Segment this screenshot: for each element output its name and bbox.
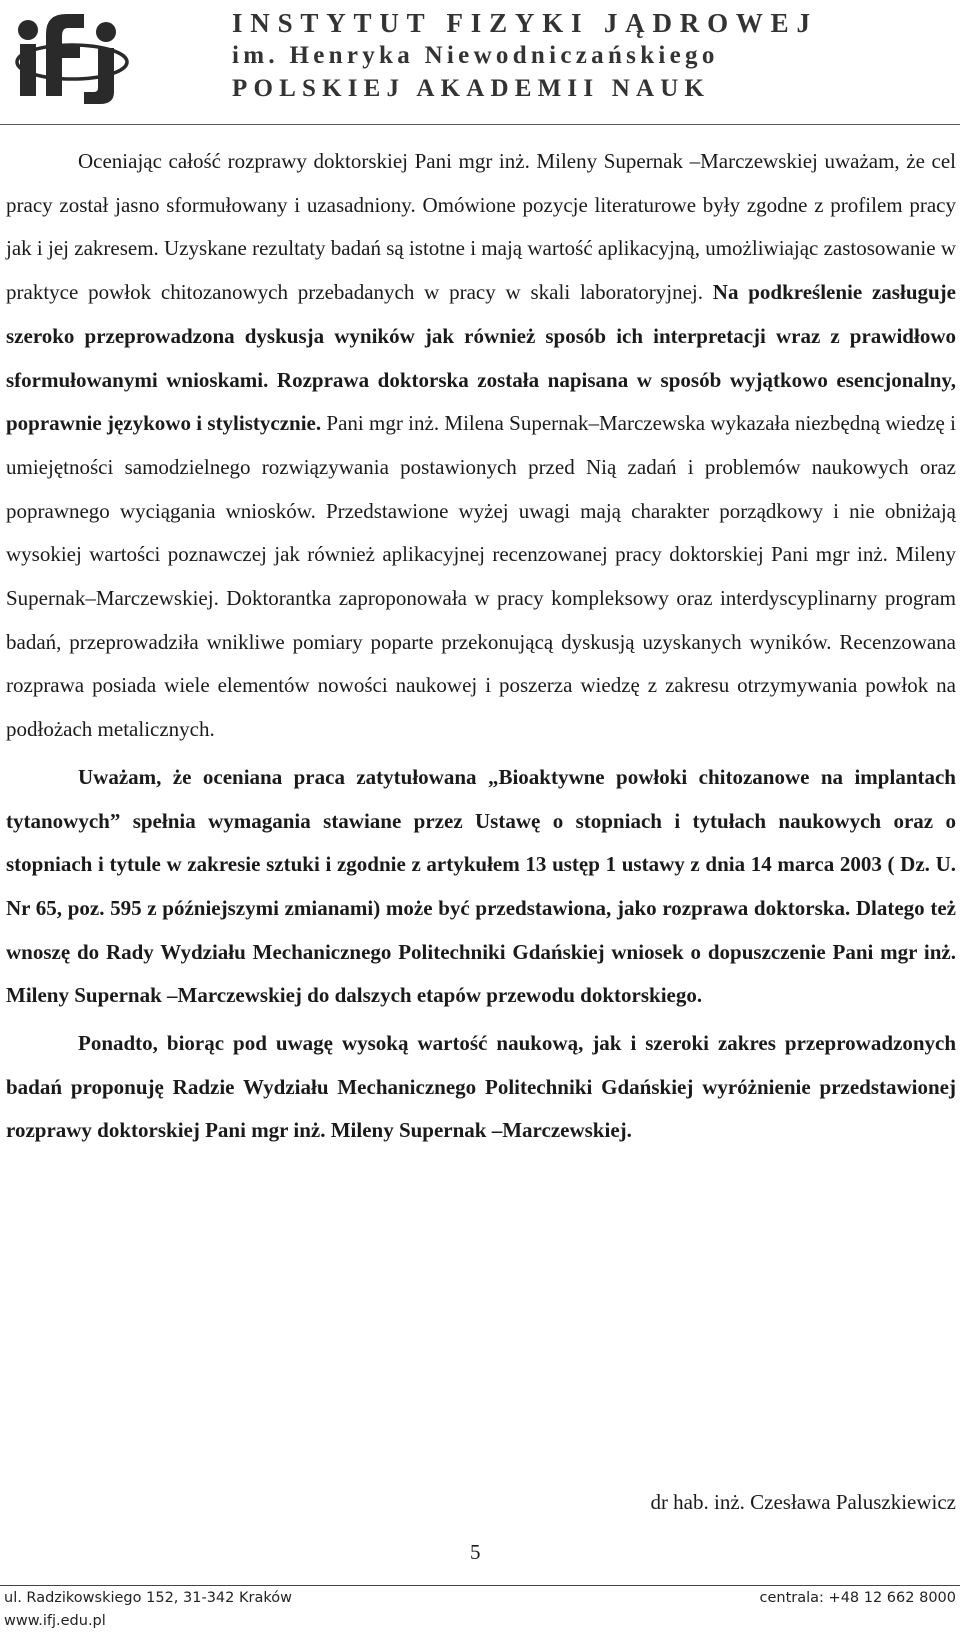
page-number: 5: [470, 1540, 481, 1564]
footer-address: ul. Radzikowskiego 152, 31-342 Kraków: [4, 1590, 292, 1606]
paragraph-assessment-part2: Pani mgr inż. Milena Supernak–Marczewska wykazała niezbędną wiedzę i umiejętności samodzielnego rozwiązywania postawionych przed Nią zadań i problemów naukowych oraz poprawnego wyciągania wniosków. Przedstawione wyżej uwagi mają charakter porządkowy i nie obniżają wysokiej wartości poznawczej jak również aplikacyjnej recenzowanej pracy doktorskiej Pani mgr inż. Mileny Supernak–Marczewskiej. Doktorantka zaproponowała w pracy kompleksowy oraz interdyscyplinarny program badań, przeprowadziła wnikliwe pomiary poparte przekonującą dyskusją uzyskanych wyników. Recenzowana rozprawa posiada wiele elementów nowości naukowej i poszerza wiedzę z zakresu otrzymywania powłok na podłożach metalicznych.: [6, 411, 956, 742]
letterhead: [0, 0, 960, 130]
paragraph-conclusion: [6, 756, 956, 1018]
letter-body: [6, 140, 956, 1153]
paragraph-distinction-text: Ponadto, biorąc pod uwagę wysoką wartość naukową, jak i szeroki zakres przeprowadzonych badań proponuję Radzie Wydziału Mechanicznego Politechniki Gdańskiej wyróżnienie przedstawionej rozprawy doktorskiej Pani mgr inż. Mileny Supernak –Marczewskiej.: [6, 1031, 956, 1143]
paragraph-assessment-part1: Oceniając całość rozprawy doktorskiej Pani mgr inż. Mileny Supernak –Marczewskiej uważam, że cel pracy został jasno sformułowany i uzasadniony. Omówione pozycje literaturowe były zgodne z profilem pracy jak i jej zakresem. Uzyskane rezultaty badań są istotne i mają wartość aplikacyjną, umożliwiając zastosowanie w praktyce powłok chitozanowych przebadanych w pracy w skali laboratoryjnej.: [6, 149, 956, 305]
paragraph-assessment-bold: Na podkreślenie zasługuje szeroko przeprowadzona dyskusja wyników jak również sposób ich interpretacji wraz z prawidłowo sformułowanymi wnioskami. Rozprawa doktorska została napisana w sposób wyjątkowo esencjonalny, poprawnie językowo i stylistycznie.: [6, 280, 956, 436]
footer-phone: centrala: +48 12 662 8000: [759, 1590, 956, 1606]
footer-divider: [0, 1585, 960, 1586]
header-divider: [0, 124, 960, 125]
paragraph-distinction: [6, 1022, 956, 1153]
institute-academy: POLSKIEJ AKADEMII NAUK: [232, 75, 711, 102]
paragraph-conclusion-text: Uważam, że oceniana praca zatytułowana „Bioaktywne powłoki chitozanowe na implantach tytanowych” spełnia wymagania stawiane przez Ustawę o stopniach i tytułach naukowych oraz o stopniach i tytule w zakresie sztuki i zgodnie z artykułem 13 ustęp 1 ustawy z dnia 14 marca 2003 ( Dz. U. Nr 65, poz. 595 z późniejszymi zmianami) może być przedstawiona, jako rozprawa doktorska. Dlatego też wnoszę do Rady Wydziału Mechanicznego Politechniki Gdańskiej wniosek o dopuszczenie Pani mgr inż. Mileny Supernak –Marczewskiej do dalszych etapów przewodu doktorskiego.: [6, 764, 956, 1008]
ifj-logo-icon: [14, 4, 132, 104]
footer-website[interactable]: www.ifj.edu.pl: [4, 1613, 106, 1629]
institute-patron: im. Henryka Niewodniczańskiego: [232, 42, 719, 69]
reviewer-signature: dr hab. inż. Czesława Paluszkiewicz: [650, 1490, 956, 1514]
paragraph-assessment: [6, 140, 956, 752]
institute-name: INSTYTUT FIZYKI JĄDROWEJ: [232, 8, 818, 38]
